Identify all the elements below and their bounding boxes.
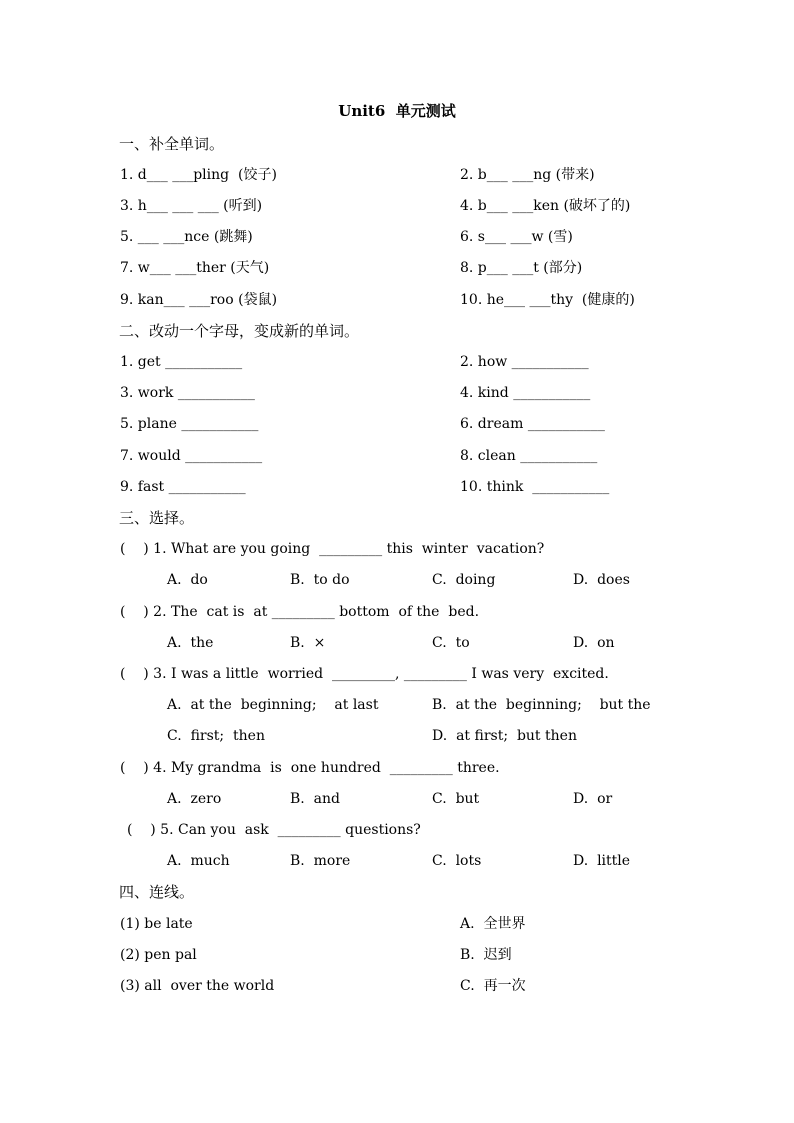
change-letter-item: 10. think ___________ bbox=[460, 479, 610, 495]
option-d: D. does bbox=[573, 572, 630, 588]
change-letter-item: 6. dream ___________ bbox=[460, 416, 605, 432]
option-a: A. zero bbox=[167, 791, 222, 807]
option-d: D. on bbox=[573, 635, 615, 651]
page-title: Unit6 单元测试 bbox=[338, 102, 456, 120]
option-b: B. to do bbox=[290, 572, 350, 588]
question-5 bbox=[0, 820, 794, 840]
matching-left-item: (3) all over the world bbox=[120, 978, 275, 994]
section-2-row bbox=[0, 414, 794, 434]
option-d: D. at first; but then bbox=[432, 728, 577, 744]
section-1-row bbox=[0, 165, 794, 185]
question-3 bbox=[0, 664, 794, 684]
change-letter-item: 4. kind ___________ bbox=[460, 385, 591, 401]
section-2-row bbox=[0, 446, 794, 466]
change-letter-item: 3. work ___________ bbox=[120, 385, 255, 401]
question-5-options bbox=[0, 851, 794, 871]
option-a: A. much bbox=[167, 853, 230, 869]
question-1 bbox=[0, 539, 794, 559]
section-3-heading: 三、选择。 bbox=[119, 509, 195, 527]
fill-word-item: 7. w___ ___ther (天气) bbox=[120, 260, 270, 276]
question-stem: ( ) 4. My grandma is one hundred _________ three. bbox=[120, 760, 500, 776]
question-stem: ( ) 3. I was a little worried _________, _________ I was very excited. bbox=[120, 666, 609, 682]
question-3-options-row-1 bbox=[0, 695, 794, 715]
question-4-options bbox=[0, 789, 794, 809]
question-stem: ( ) 2. The cat is at _________ bottom of the bed. bbox=[120, 604, 480, 620]
option-c: C. first; then bbox=[167, 728, 265, 744]
fill-word-item: 10. he___ ___thy (健康的) bbox=[460, 292, 635, 308]
matching-right-item: B. 迟到 bbox=[460, 947, 512, 963]
fill-word-item: 2. b___ ___ng (带来) bbox=[460, 167, 595, 183]
fill-word-item: 5. ___ ___nce (跳舞) bbox=[120, 229, 253, 245]
section-4-heading: 四、连线。 bbox=[119, 883, 195, 901]
option-a: A. at the beginning; at last bbox=[167, 697, 379, 713]
question-3-options-row-2 bbox=[0, 726, 794, 746]
fill-word-item: 3. h___ ___ ___ (听到) bbox=[120, 198, 263, 214]
section-1-row bbox=[0, 196, 794, 216]
option-c: C. but bbox=[432, 791, 480, 807]
section-1-heading: 一、补全单词。 bbox=[119, 135, 225, 153]
section-1-row bbox=[0, 227, 794, 247]
question-2 bbox=[0, 602, 794, 622]
section-2-row bbox=[0, 383, 794, 403]
question-4 bbox=[0, 758, 794, 778]
fill-word-item: 1. d___ ___pling (饺子) bbox=[120, 167, 277, 183]
fill-word-item: 4. b___ ___ken (破坏了的) bbox=[460, 198, 631, 214]
matching-row bbox=[0, 914, 794, 934]
option-d: D. little bbox=[573, 853, 631, 869]
option-c: C. lots bbox=[432, 853, 482, 869]
matching-left-item: (1) be late bbox=[120, 916, 193, 932]
question-stem: ( ) 5. Can you ask _________ questions? bbox=[127, 822, 421, 838]
fill-word-item: 6. s___ ___w (雪) bbox=[460, 229, 573, 245]
option-b: B. × bbox=[290, 635, 326, 651]
change-letter-item: 9. fast ___________ bbox=[120, 479, 246, 495]
option-c: C. doing bbox=[432, 572, 496, 588]
change-letter-item: 1. get ___________ bbox=[120, 354, 243, 370]
question-1-options bbox=[0, 570, 794, 590]
matching-right-item: A. 全世界 bbox=[460, 916, 526, 932]
change-letter-item: 7. would ___________ bbox=[120, 448, 263, 464]
question-2-options bbox=[0, 633, 794, 653]
matching-row bbox=[0, 976, 794, 996]
section-2-row bbox=[0, 352, 794, 372]
option-a: A. do bbox=[167, 572, 208, 588]
fill-word-item: 9. kan___ ___roo (袋鼠) bbox=[120, 292, 278, 308]
change-letter-item: 8. clean ___________ bbox=[460, 448, 598, 464]
section-2-row bbox=[0, 477, 794, 497]
section-1-row bbox=[0, 258, 794, 278]
section-2-heading: 二、改动一个字母，变成新的单词。 bbox=[119, 322, 360, 340]
fill-word-item: 8. p___ ___t (部分) bbox=[460, 260, 583, 276]
question-stem: ( ) 1. What are you going _________ this winter vacation? bbox=[120, 541, 545, 557]
matching-row bbox=[0, 945, 794, 965]
option-d: D. or bbox=[573, 791, 613, 807]
option-c: C. to bbox=[432, 635, 470, 651]
change-letter-item: 2. how ___________ bbox=[460, 354, 589, 370]
option-b: B. more bbox=[290, 853, 351, 869]
option-b: B. and bbox=[290, 791, 340, 807]
change-letter-item: 5. plane ___________ bbox=[120, 416, 259, 432]
option-b: B. at the beginning; but the bbox=[432, 697, 651, 713]
section-1-row bbox=[0, 290, 794, 310]
matching-right-item: C. 再一次 bbox=[460, 978, 526, 994]
matching-left-item: (2) pen pal bbox=[120, 947, 197, 963]
option-a: A. the bbox=[167, 635, 214, 651]
